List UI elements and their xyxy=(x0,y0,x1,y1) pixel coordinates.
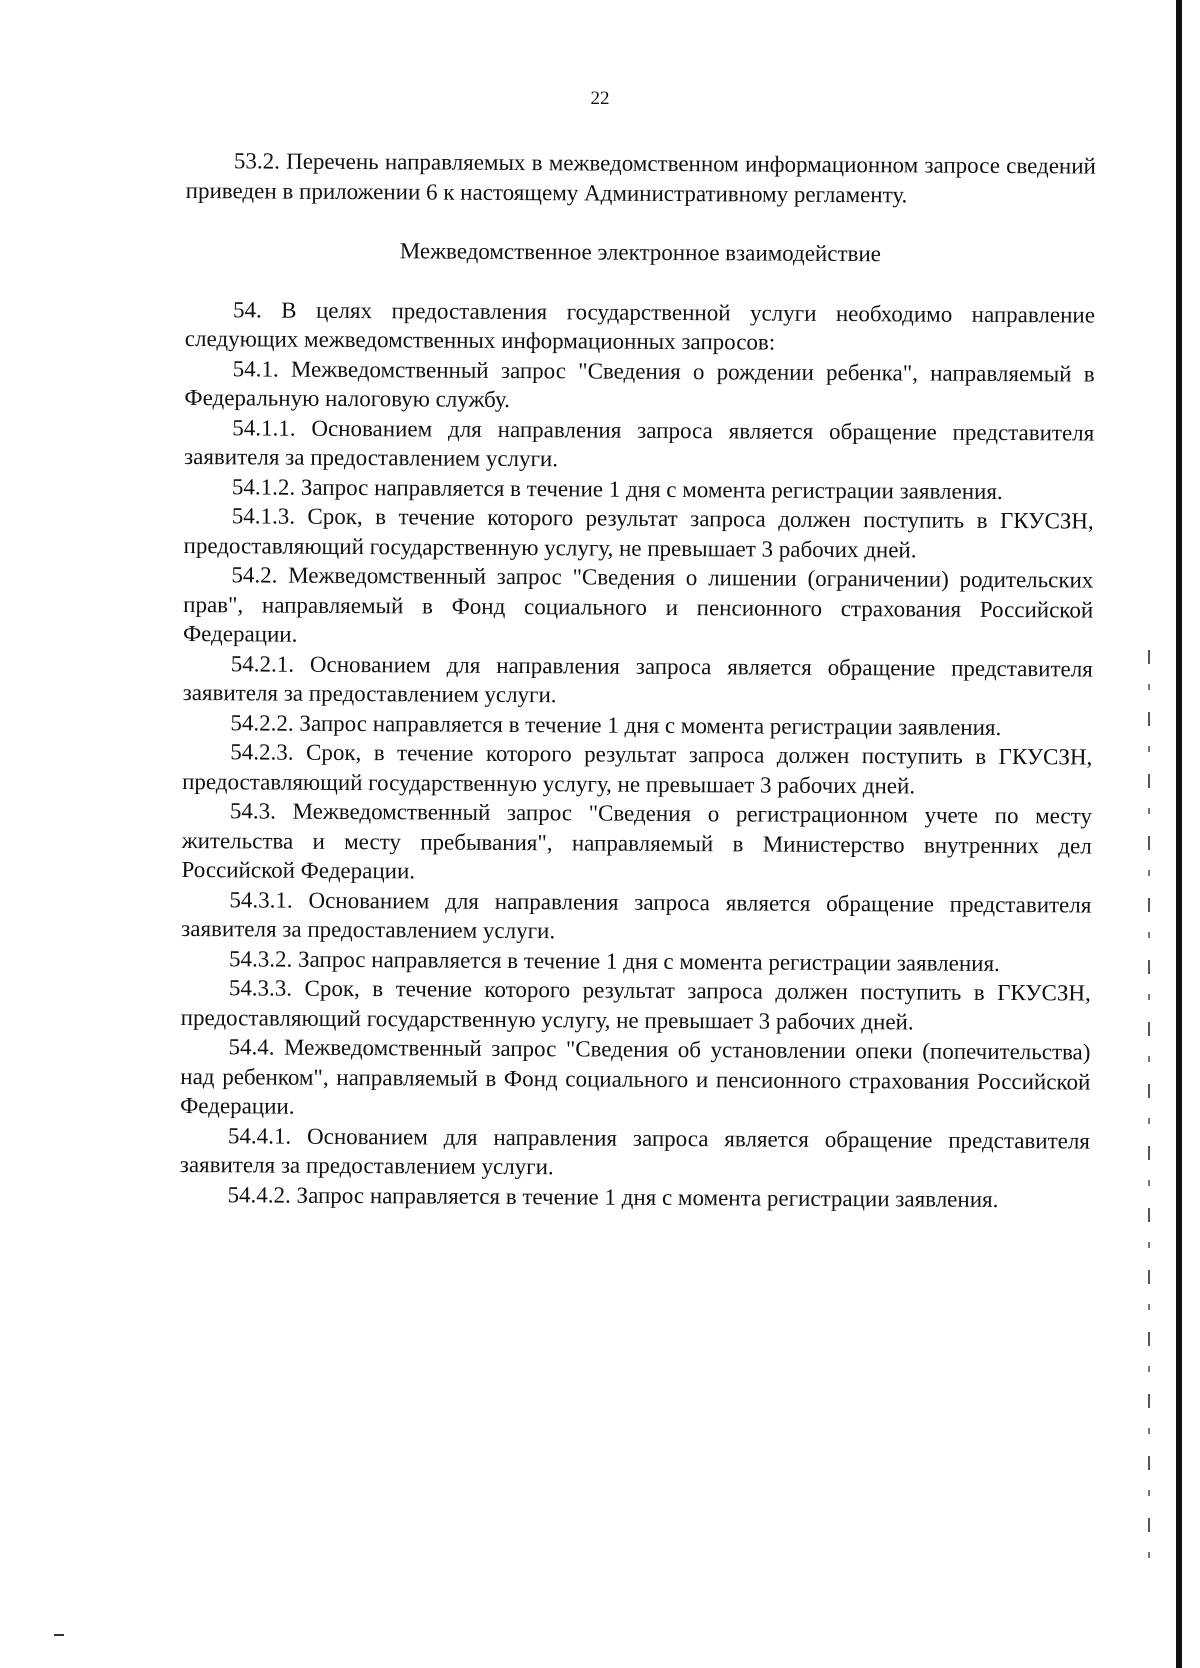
paragraph-54-3-3: 54.3.3. Срок, в течение которого результат запроса должен поступить в ГКУСЗН, предоставляющий государственную услугу, не превышает 3 рабочих дней. xyxy=(180,975,1091,1034)
paragraph-54-4: 54.4. Межведомственный запрос "Сведения об установлении опеки (попечительства) над ребенком", направляемый в Фонд социального и пенсионного страхования Российской Федерации. xyxy=(180,1034,1091,1119)
paragraph-54-1: 54.1. Межведомственный запрос "Сведения о рождении ребенка", направляемый в Федеральную налоговую службу. xyxy=(184,355,1095,412)
scan-dash-mark xyxy=(54,1634,64,1636)
section-title: Межведомственное электронное взаимодействие xyxy=(399,238,882,267)
paragraph-54-4-2: 54.4.2. Запрос направляется в течение 1 дня с момента регистрации заявления. xyxy=(227,1181,999,1212)
paragraph-54-3: 54.3. Межведомственный запрос "Сведения о регистрационном учете по месту жительства и месту пребывания", направляемый в Министерство внутренних дел Российской Федерации. xyxy=(181,798,1093,884)
paragraph-54-2-3: 54.2.3. Срок, в течение которого результат запроса должен поступить в ГКУСЗН, предоставляющий государственную услугу, не превышает 3 рабочих дней. xyxy=(182,739,1093,798)
paragraph-54-1-3: 54.1.3. Срок, в течение которого результат запроса должен поступить в ГКУСЗН, предоставляющий государственную услугу, не превышает 3 рабочих дней. xyxy=(183,503,1094,562)
paragraph-54: 54. В целях предоставления государственной услуги необходимо направление следующих межведомственных информационных запросов: xyxy=(184,296,1096,355)
document-body xyxy=(180,146,1096,1215)
paragraph-54-3-1: 54.3.1. Основанием для направления запроса является обращение представителя заявителя за предоставлением услуги. xyxy=(181,886,1092,944)
paragraph-54-4-1: 54.4.1. Основанием для направления запроса является обращение представителя заявителя за предоставлением услуги. xyxy=(179,1122,1091,1180)
paragraph-54-1-1: 54.1.1. Основанием для направления запроса является обращение представителя заявителя за предоставлением услуги. xyxy=(184,414,1095,472)
scan-edge-artifacts xyxy=(1148,650,1150,1570)
scan-edge-border xyxy=(1176,0,1182,1668)
paragraph-54-3-2: 54.3.2. Запрос направляется в течение 1 дня с момента регистрации заявления. xyxy=(228,945,1000,976)
paragraph-54-2-2: 54.2.2. Запрос направляется в течение 1 дня с момента регистрации заявления. xyxy=(230,709,1002,740)
page-number: 22 xyxy=(590,88,610,109)
paragraph-54-2: 54.2. Межведомственный запрос "Сведения о лишении (ограничении) родительских прав", направляемый в Фонд социального и пенсионного страхования Российской Федерации. xyxy=(182,562,1094,647)
paragraph-54-2-1: 54.2.1. Основанием для направления запроса является обращение представителя заявителя за предоставлением услуги. xyxy=(182,650,1093,708)
paragraph-53-2: 53.2. Перечень направляемых в межведомственном информационном запросе сведений приведен в приложении 6 к настоящему Административному регламенту. xyxy=(185,148,1096,207)
paragraph-54-1-2: 54.1.2. Запрос направляется в течение 1 дня с момента регистрации заявления. xyxy=(231,473,1003,504)
